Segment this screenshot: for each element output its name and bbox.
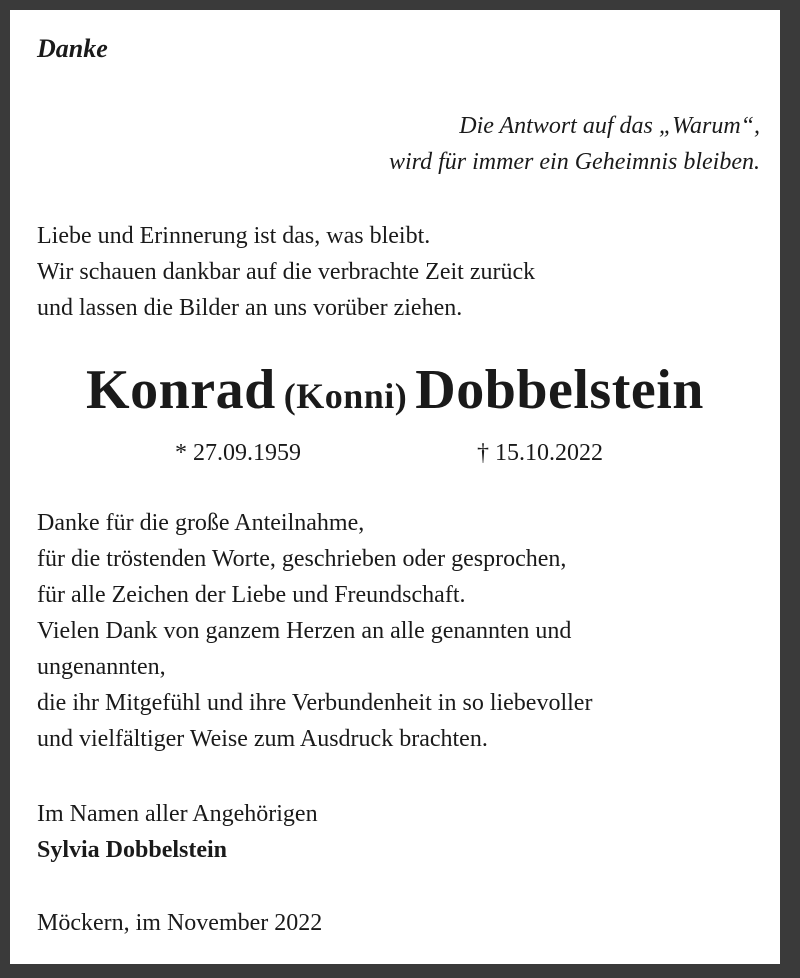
death-date: † 15.10.2022 — [477, 440, 603, 466]
quote-line: Die Antwort auf das „Warum“, — [459, 113, 760, 139]
intro-paragraph — [37, 218, 535, 326]
quote-block — [389, 108, 760, 180]
thanks-line: für alle Zeichen der Liebe und Freundschaft. — [37, 582, 466, 608]
on-behalf-text: Im Namen aller Angehörigen — [37, 801, 318, 827]
thanks-paragraph — [37, 505, 592, 757]
quote-line: wird für immer ein Geheimnis bleiben. — [388, 149, 760, 175]
intro-line: und lassen die Bilder an uns vorüber ziehen. — [37, 295, 463, 321]
deceased-first-name: Konrad — [86, 359, 276, 421]
thanks-line: und vielfältiger Weise zum Ausdruck brachten. — [37, 726, 488, 752]
thanks-line: für die tröstenden Worte, geschrieben oder gesprochen, — [37, 546, 567, 572]
thanks-line: Danke für die große Anteilnahme, — [37, 510, 365, 536]
deceased-last-name: Dobbelstein — [415, 359, 704, 421]
place-date — [37, 905, 322, 941]
deceased-nickname: (Konni) — [283, 376, 408, 416]
signature-block — [37, 796, 318, 868]
obituary-notice — [10, 10, 780, 964]
thanks-line: die ihr Mitgefühl und ihre Verbundenheit in so liebevoller — [37, 690, 593, 716]
intro-line: Liebe und Erinnerung ist das, was bleibt. — [37, 223, 431, 249]
place-date-text: Möckern, im November 2022 — [37, 910, 323, 936]
notice-heading: Danke — [37, 34, 108, 63]
deceased-name — [10, 358, 780, 428]
thanks-line: Vielen Dank von ganzem Herzen an alle genannten und — [37, 618, 572, 644]
birth-date: * 27.09.1959 — [175, 440, 301, 466]
signatory-name: Sylvia Dobbelstein — [37, 837, 228, 863]
thanks-line: ungenannten, — [37, 654, 166, 680]
intro-line: Wir schauen dankbar auf die verbrachte Zeit zurück — [37, 259, 536, 285]
